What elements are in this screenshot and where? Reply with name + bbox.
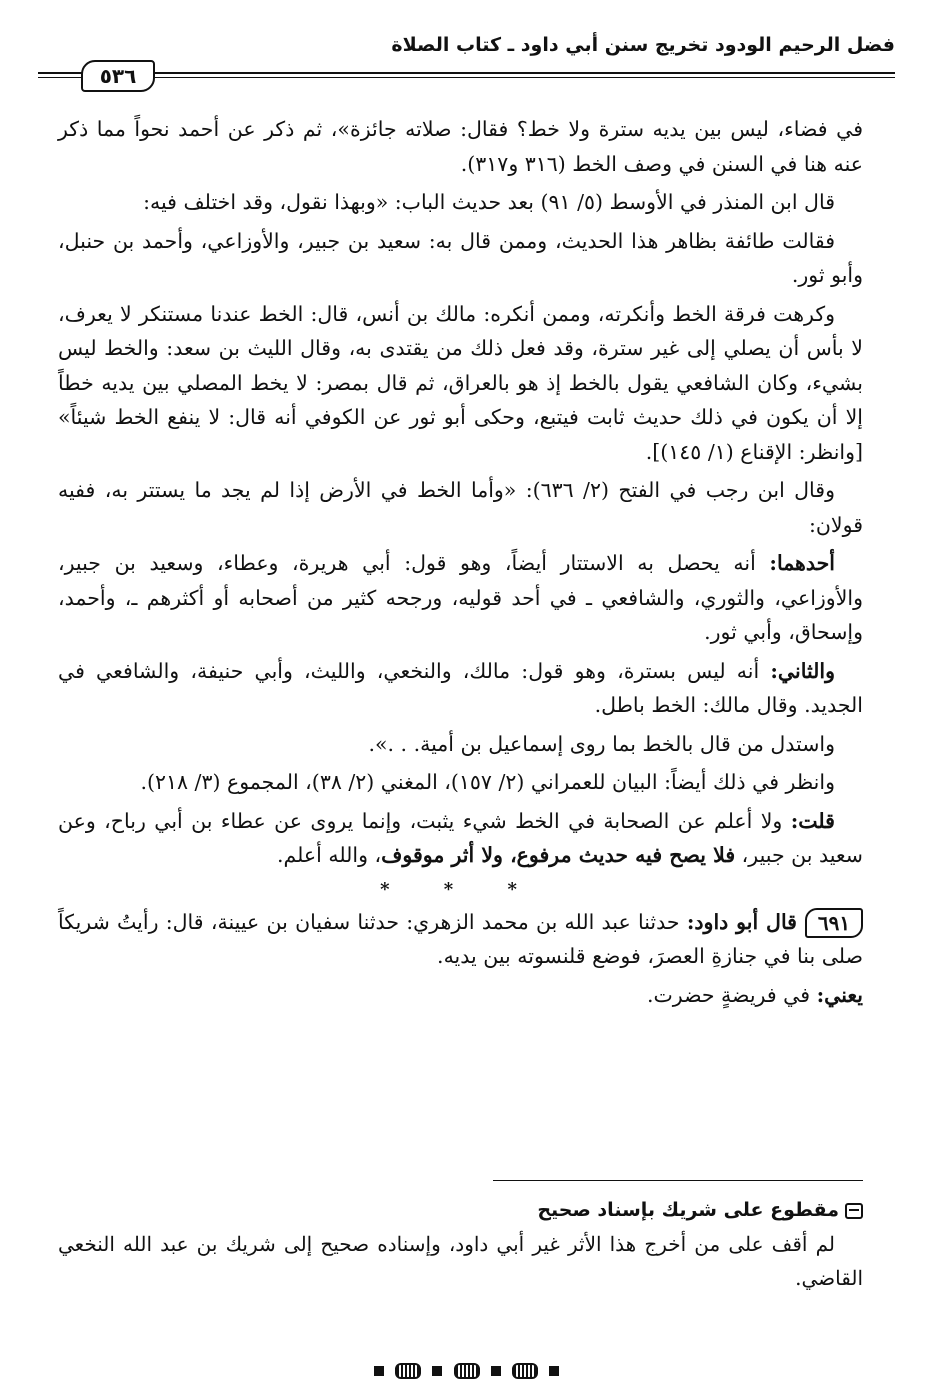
footnote — [58, 1192, 863, 1295]
paragraph-5: وقال ابن رجب في الفتح (٢/ ٦٣٦): «وأما الخط في الأرض إذا لم يجد ما يستتر به، ففيه قولان: — [58, 478, 863, 537]
hadith-number-badge: ٦٩١ — [805, 908, 863, 938]
bullet-square-icon — [845, 1203, 863, 1219]
conclusion-text: ولا أعلم عن الصحابة في الخط شيء يثبت، وإنما يروى عن عطاء بن أبي رباح، وعن سعيد بن جبير، — [58, 808, 863, 867]
paragraph-3: فقالت طائفة بظاهر هذا الحديث، وممن قال به: سعيد بن جبير، والأوزاعي، وأحمد بن حنبل، وأبو ثور. — [58, 228, 863, 287]
page-header — [38, 30, 895, 100]
main-text — [58, 112, 863, 1016]
paragraph-7 — [58, 654, 863, 723]
ornament-piece-icon — [512, 1363, 538, 1379]
bottom-ornament — [0, 1360, 933, 1379]
ornament-bar-icon — [491, 1366, 501, 1376]
conclusion-emphasis: فلا يصح فيه حديث مرفوع، ولا أثر موقوف — [381, 843, 736, 867]
conclusion-tail: ، والله أعلم. — [276, 843, 382, 867]
page-number: ٥٣٦ — [81, 60, 155, 92]
ornament-bar-icon — [374, 1366, 384, 1376]
footnote-heading-line — [58, 1192, 863, 1227]
footnote-heading: مقطوع على شريك بإسناد صحيح — [537, 1199, 839, 1221]
paragraph-6-lead: أحدهما: — [769, 551, 835, 575]
header-rule-top — [38, 72, 895, 74]
conclusion-lead: قلت: — [790, 808, 835, 833]
hadith-explanation — [58, 978, 863, 1013]
hadith-explanation-text: في فريضةٍ حضرت. — [646, 982, 817, 1007]
hadith-text: حدثنا عبد الله بن محمد الزهري: حدثنا سفيان بن عيينة، قال: رأيتُ شريكاً صلى بنا في جنازةِ العصرَ، فوضع قلنسوته بين يديه. — [58, 909, 863, 968]
hadith-explanation-lead: يعني: — [816, 982, 863, 1007]
paragraph-6 — [58, 546, 863, 650]
paragraph-1: في فضاء، ليس بين يديه سترة ولا خط؟ فقال: صلاته جائزة»، ثم ذكر عن أحمد نحواً مما ذكر عنه هنا في السنن في وصف الخط (٣١٦ و٣١٧). — [58, 117, 863, 176]
ornament-bar-icon — [432, 1366, 442, 1376]
hadith-paragraph — [58, 905, 863, 974]
running-title: فضل الرحيم الودود تخريج سنن أبي داود ـ كتاب الصلاة — [391, 34, 895, 56]
ornament-piece-icon — [395, 1363, 421, 1379]
footnote-divider — [493, 1180, 863, 1181]
paragraph-9: وانظر في ذلك أيضاً: البيان للعمراني (٢/ ١٥٧)، المغني (٢/ ٣٨)، المجموع (٣/ ٢١٨). — [140, 770, 835, 794]
paragraph-2: قال ابن المنذر في الأوسط (٥/ ٩١) بعد حديث الباب: «وبهذا نقول، وقد اختلف فيه: — [143, 190, 835, 214]
ornament-piece-icon — [454, 1363, 480, 1379]
paragraph-6-text: أنه يحصل به الاستتار أيضاً، وهو قول: أبي هريرة، وعطاء، وسعيد بن جبير، والأوزاعي، والثوري، والشافعي ـ في أحد قوليه، ورجحه كثير من أصحابه أو أكثرهم ـ، وأحمد، وإسحاق، وأبي ثور. — [58, 551, 863, 644]
paragraph-4: وكرهت فرقة الخط وأنكرته، وممن أنكره: مالك بن أنس، قال: الخط عندنا مستنكر لا يعرف، لا بأس أن يصلي إلى غير سترة، وقد فعل ذلك من يقتدى به، وقال الليث بن سعد: والخط ليس بشيء، وكان الشافعي يقول بالخط إذ هو بالعراق، ثم قال بمصر: لا يخط المصلي بين يديه خطاً إلا أن يكون في ذلك حديث ثابت فيتبع، وحكى أبو ثور عن الكوفي أنه قال: لا ينفع الخط شيئاً» [وانظر: الإقناع (١/ ١٤٥)]. — [58, 301, 863, 464]
section-separator: * * * — [380, 878, 541, 900]
paragraph-7-text: أنه ليس بسترة، وهو قول: مالك، والنخعي، والليث، وأبي حنيفة، والشافعي في الجديد. وقال مالك: الخط باطل. — [58, 658, 863, 717]
conclusion-paragraph — [58, 804, 863, 873]
hadith-lead: قال أبو داود: — [686, 909, 797, 934]
paragraph-7-lead: والثاني: — [770, 658, 835, 683]
paragraph-8: واستدل من قال بالخط بما روى إسماعيل بن أمية. . .». — [368, 731, 835, 756]
header-rule-bottom — [38, 77, 895, 78]
footnote-text: لم أقف على من أخرج هذا الأثر غير أبي داود، وإسناده صحيح إلى شريك بن عبد الله النخعي القاضي. — [58, 1232, 863, 1290]
ornament-bar-icon — [549, 1366, 559, 1376]
